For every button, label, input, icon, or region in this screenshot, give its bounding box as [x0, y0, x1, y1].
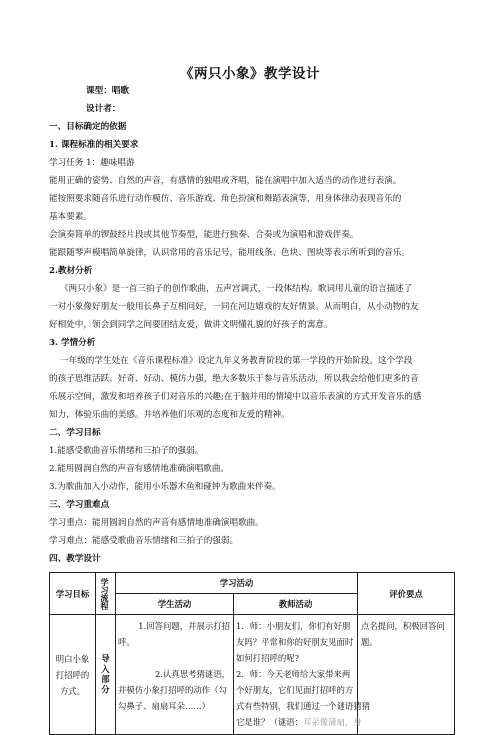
section-2-heading: 二、学习目标: [49, 428, 101, 438]
course-type: 课型：唱歌: [86, 86, 129, 96]
header-eval: 评价要点: [358, 573, 455, 615]
student-line: 勾鼻子、扇扇耳朵……）: [118, 701, 211, 711]
section-1-2-heading: 2.教材分析: [49, 266, 93, 276]
header-goal: 学习目标: [50, 573, 96, 615]
header-flow: 学习流程: [96, 573, 116, 615]
document-title: 《两只小象》教学设计: [180, 66, 320, 82]
student-line: 1.回答问题，并展示打招: [138, 621, 230, 631]
row-flow-cell: 导入部分: [96, 615, 116, 735]
section-3-heading: 三、学习重难点: [49, 500, 110, 510]
student-line: [118, 650, 230, 666]
standard-line: 能跟随琴声模唱简单旋律，认识常用的音乐记号，能用线条、色块、图块等表示所听到的音乐。: [49, 248, 410, 258]
standard-line: 基本要素。: [49, 212, 92, 222]
header-activity: 学习活动: [116, 573, 358, 594]
section-1-3-heading: 3. 学情分析: [49, 338, 96, 348]
key-point: 学习重点：能用圆润自然的声音有感情地准确演唱歌曲。: [49, 518, 264, 528]
standard-line: 能按照要求随音乐进行动作模仿、音乐游戏、角色扮演和舞蹈表演等，用身体律动表现音乐的: [49, 194, 402, 204]
student-activity-cell: [116, 615, 234, 735]
teacher-line: 式有些特别，我们通过一个谜语猜猜: [236, 701, 370, 711]
difficulty-point: 学习难点：能感受歌曲音乐情绪和三拍子的强弱。: [49, 536, 239, 546]
standard-line: 能用正确的姿势、自然的声音，有感情的独唱或齐唱，能在演唱中加入适当的动作进行表演。: [49, 176, 402, 186]
material-line: 《两只小象》是一首三拍子的创作歌曲，五声宫调式，一段体结构。歌词用儿童的语言描述了: [60, 284, 413, 294]
learner-line: 的孩子思维活跃、好奇、好动、模仿力强，绝大多数乐于参与音乐活动，所以我会给他们更多的音: [49, 374, 419, 384]
teaching-design-table: [49, 572, 455, 735]
riddle-faded-text: 耳朵像蒲扇，身: [303, 717, 362, 727]
standard-line: 会演奏简单的锣鼓经片段或其他节奏型，能进行独奏、合奏或为演唱和游戏伴奏。: [49, 230, 359, 240]
header-student: 学生活动: [116, 594, 234, 615]
goal-item: 1.能感受歌曲音乐情绪和三拍子的强弱。: [49, 446, 204, 456]
eval-cell: 点名提问，积极回答问题。: [358, 615, 455, 735]
section-1-1-heading: 1. 课程标准的相关要求: [49, 140, 139, 150]
learner-line: 一年级的学生处在《音乐课程标准》设定九年义务教育阶段的第一学段的开始阶段。这个学段: [60, 356, 413, 366]
learner-line: 乐展示空间，激发和培养孩子们对音乐的兴趣;在于脑并用的情境中以音乐表演的方式开发音乐的感: [49, 392, 422, 402]
teacher-line: 个好朋友，它们见面打招呼的方: [236, 685, 354, 695]
teacher-line: 友吗？平常和你的好朋友见面时: [236, 637, 354, 647]
teacher-line: 它是谁？（谜语：耳朵像蒲扇，身: [236, 717, 362, 727]
goal-item: 3.为歌曲加入小动作，能用小乐器木鱼和碰钟为歌曲来伴奏。: [49, 482, 281, 492]
teacher-activity-cell: [234, 615, 370, 735]
student-line: 2.认真思考猜谜语，: [155, 669, 230, 679]
material-line: 好相处中，领会到同学之间要团结友爱，做讲文明懂礼貌的好孩子的寓意。: [49, 320, 333, 330]
goal-item: 2.能用圆润自然的声音有感情地准确演唱歌曲。: [49, 464, 230, 474]
header-teacher: 教师活动: [234, 594, 358, 615]
designer-label: 设计者：: [86, 104, 121, 114]
material-line: 一对小象像好朋友一般用长鼻子互相问好，一同在河边嬉戏的友好情景。从而明白，从小动物的友: [49, 302, 419, 312]
student-line: 并模仿小象打招呼的动作（勾: [118, 685, 227, 695]
teacher-line: 如何打招呼的呢?: [236, 653, 300, 663]
task-line: 学习任务 1：趣味唱游: [49, 158, 135, 168]
student-line: 呼。: [118, 637, 135, 647]
section-1-heading: 一、目标确定的依据: [49, 122, 127, 132]
section-4-heading: 四、教学设计: [49, 554, 101, 564]
teacher-line: 2．师：今天老师给大家带来两: [236, 669, 351, 679]
learner-line: 知力，体验乐曲的美感。并培养他们乐观的态度和友爱的精神。: [49, 410, 290, 420]
teacher-line: 1．师：小朋友们，你们有好朋: [236, 621, 351, 631]
row-goal-cell: 明白小象打招呼的方式。: [50, 615, 96, 735]
